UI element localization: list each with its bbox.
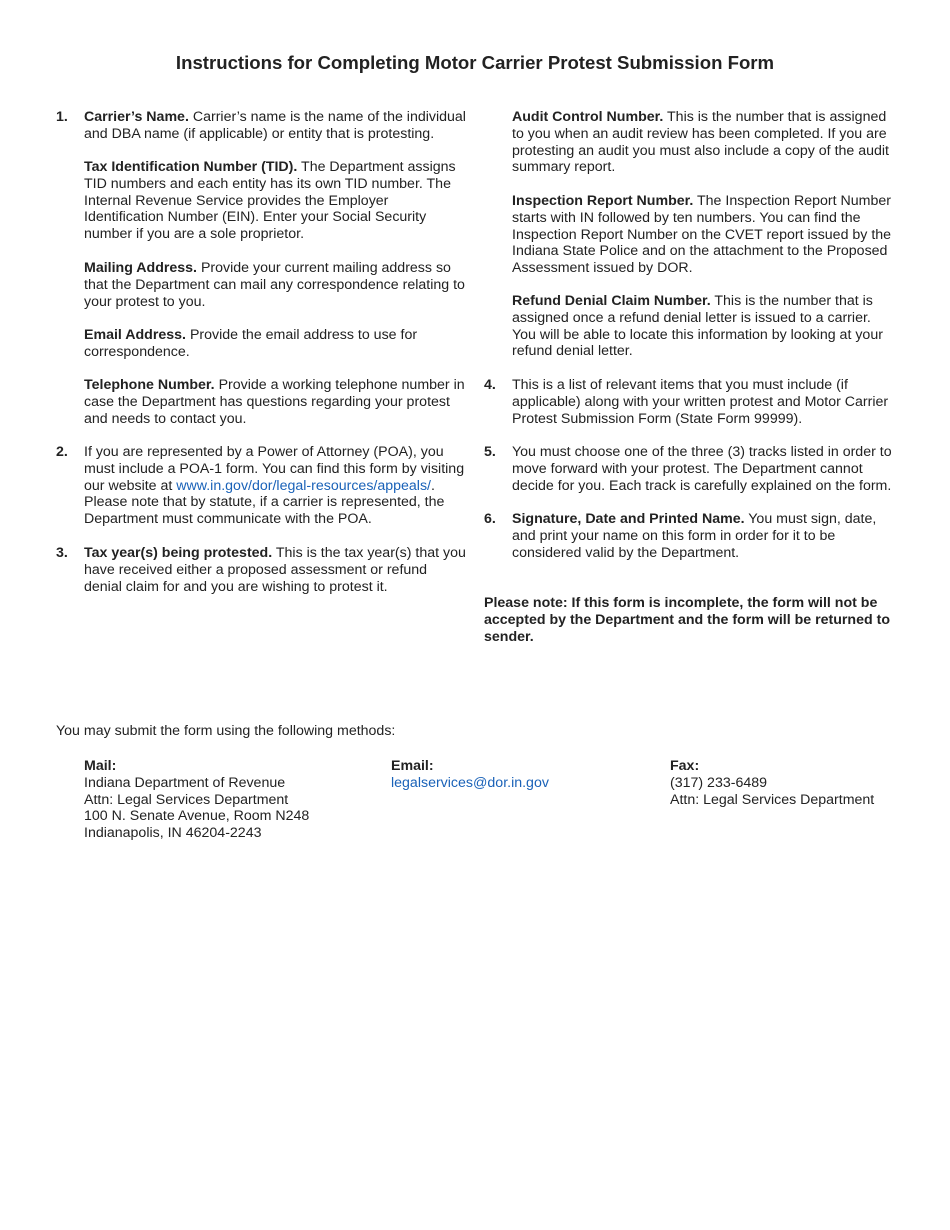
submission-methods-intro: You may submit the form using the following methods: bbox=[56, 723, 396, 739]
carrier-name-text: Carrier’s name is the name of the individual and DBA name (if applicable) or entity that is protesting. bbox=[84, 109, 466, 142]
telephone-text: Provide a working telephone number in case the Department has questions regarding your protest and needs to contact you. bbox=[84, 377, 465, 427]
signature-text: You must sign, date, and print your name on this form in order for it to be considered valid by the Department. bbox=[512, 511, 877, 561]
mail-heading: Mail: bbox=[84, 758, 117, 774]
email-heading: Email: bbox=[391, 758, 434, 774]
audit-control-paragraph bbox=[512, 109, 892, 176]
telephone-label: Telephone Number. bbox=[84, 377, 215, 393]
tracks-paragraph: You must choose one of the three (3) tracks listed in order to move forward with your protest. The Department cannot decide for you. Each track is carefully explained on the form. bbox=[512, 444, 892, 494]
email-address-text: Provide the email address to use for correspondence. bbox=[84, 327, 418, 360]
email-address-paragraph bbox=[84, 327, 468, 361]
page-title: Instructions for Completing Motor Carrier Protest Submission Form bbox=[175, 52, 775, 73]
tax-year-text: This is the tax year(s) that you have received either a proposed assessment or refund denial claim for and you are wishing to protest it. bbox=[84, 545, 466, 595]
item-number-3: 3. bbox=[56, 545, 68, 561]
mail-contact bbox=[84, 758, 309, 842]
mail-line: Attn: Legal Services Department bbox=[84, 791, 289, 808]
signature-label: Signature, Date and Printed Name. bbox=[512, 511, 745, 527]
item-number-2: 2. bbox=[56, 444, 68, 460]
audit-control-text: This is the number that is assigned to you when an audit review has been completed. If you are protesting an audit you must also include a copy of the audit summary report. bbox=[512, 109, 889, 176]
relevant-items-paragraph: This is a list of relevant items that you must include (if applicable) along with your written protest and Motor Carrier Protest Submission Form (State Form 99999). bbox=[512, 377, 889, 427]
telephone-paragraph bbox=[84, 377, 468, 427]
refund-denial-text: This is the number that is assigned once a refund denial letter is issued to a carrier. You will be able to locate this information by looking at your refund denial letter. bbox=[512, 293, 883, 360]
mailing-address-paragraph bbox=[84, 260, 468, 310]
fax-attn: Attn: Legal Services Department bbox=[670, 791, 875, 808]
mail-line: Indiana Department of Revenue bbox=[84, 774, 286, 791]
refund-denial-paragraph bbox=[512, 293, 892, 360]
tid-paragraph bbox=[84, 159, 468, 243]
item-number-6: 6. bbox=[484, 511, 496, 527]
carrier-name-label: Carrier’s Name. bbox=[84, 109, 189, 125]
item-number-1: 1. bbox=[56, 109, 68, 125]
poa-paragraph bbox=[84, 444, 468, 528]
refund-denial-label: Refund Denial Claim Number. bbox=[512, 293, 711, 309]
mail-line: 100 N. Senate Avenue, Room N248 bbox=[84, 808, 310, 825]
mailing-address-label: Mailing Address. bbox=[84, 260, 197, 276]
tax-year-label: Tax year(s) being protested. bbox=[84, 545, 273, 561]
poa-text-start: If you are represented by a Power of Attorney (POA), you must include a POA-1 form. You can find this form by visiting our website at bbox=[84, 444, 465, 494]
mail-line: Indianapolis, IN 46204-2243 bbox=[84, 825, 262, 842]
poa-text-end: . Please note that by statute, if a carrier is represented, the Department must communicate with the POA. bbox=[84, 477, 445, 528]
tax-year-paragraph bbox=[84, 545, 468, 595]
signature-paragraph bbox=[512, 511, 892, 561]
item-number-5: 5. bbox=[484, 444, 496, 460]
inspection-report-paragraph bbox=[512, 193, 892, 277]
carrier-name-paragraph bbox=[84, 109, 468, 143]
tid-label: Tax Identification Number (TID). bbox=[84, 159, 298, 175]
audit-control-label: Audit Control Number. bbox=[512, 109, 664, 125]
email-contact bbox=[391, 758, 549, 792]
fax-number: (317) 233-6489 bbox=[670, 774, 768, 791]
appeals-website-link[interactable]: www.in.gov/dor/legal-resources/appeals/ bbox=[176, 477, 431, 494]
fax-heading: Fax: bbox=[670, 758, 700, 774]
item-number-4: 4. bbox=[484, 377, 496, 393]
incomplete-form-note: Please note: If this form is incomplete, the form will not be accepted by the Department and the form will be returned to sender. bbox=[484, 595, 890, 645]
inspection-report-label: Inspection Report Number. bbox=[512, 193, 694, 209]
tid-text: The Department assigns TID numbers and each entity has its own TID number. The Internal Revenue Service provides the Employer Identification Number (EIN). Enter your Social Security number if you are a sole proprietor. bbox=[84, 159, 456, 243]
email-address-label: Email Address. bbox=[84, 327, 186, 343]
email-link[interactable]: legalservices@dor.in.gov bbox=[391, 774, 549, 791]
mailing-address-text: Provide your current mailing address so that the Department can mail any correspondence relating to your protest to you. bbox=[84, 260, 465, 310]
inspection-report-text: The Inspection Report Number starts with IN followed by ten numbers. You can find the Inspection Report Number on the CVET report issued by the Indiana State Police and on the attachment to the Proposed Assessment issued by DOR. bbox=[512, 193, 892, 277]
fax-contact bbox=[670, 758, 874, 808]
